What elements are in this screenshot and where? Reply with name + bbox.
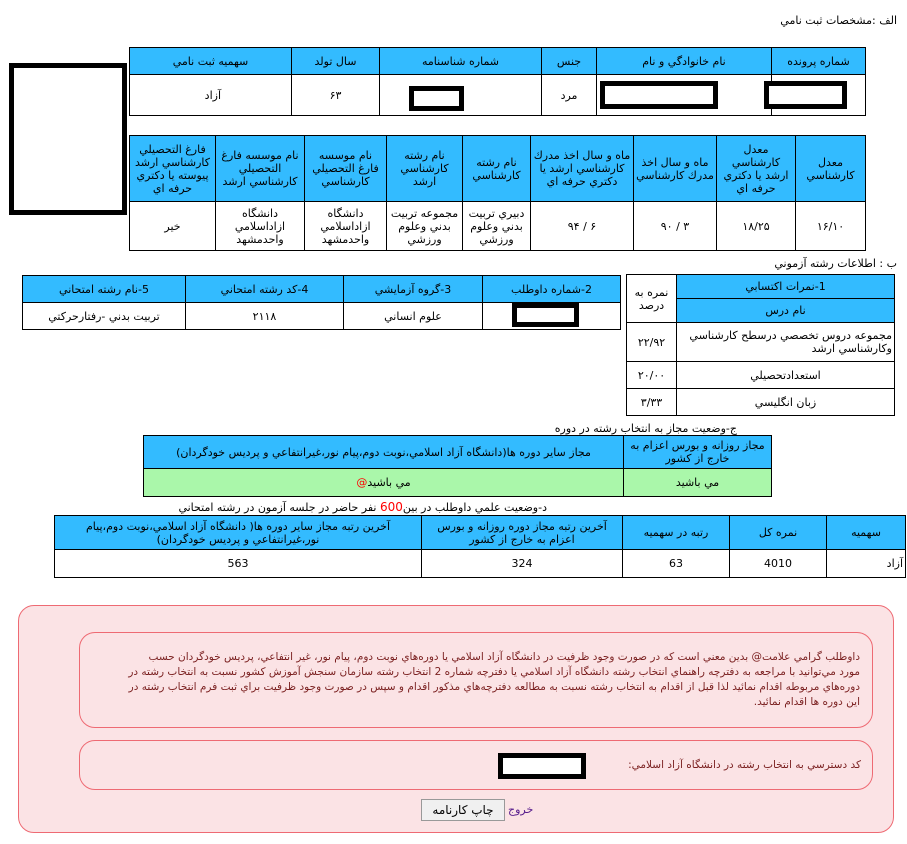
exit-link[interactable]: خروج bbox=[508, 803, 534, 816]
course-score-specialized: ۲۲/۹۲ bbox=[627, 323, 677, 362]
header-master-date: ماه و سال اخذ مدرك كارشناسي ارشد يا دكتري حرفه اي bbox=[531, 136, 634, 202]
value-gender: مرد bbox=[542, 75, 597, 116]
value-other-eligible-text: مي باشيد bbox=[367, 476, 411, 489]
header-continuous-master: فارغ التحصيلي كارشناسي ارشد پيوسته يا دكتري حرفه اي bbox=[130, 136, 216, 202]
course-score-aptitude: ۲۰/۰۰ bbox=[627, 362, 677, 389]
header-bachelor-date: ماه و سال اخذ مدرك كارشناسي bbox=[634, 136, 717, 202]
header-last-other-rank: آخرين رتبه مجاز ساير دوره ها( دانشگاه آزاد اسلامي،نوبت دوم،پيام نور،غيرانتفاعي و پرديس خودگردان) bbox=[55, 516, 422, 550]
value-last-daytime-rank: 324 bbox=[422, 550, 623, 578]
header-course-name: نام درس bbox=[677, 299, 895, 323]
participant-count: 600 bbox=[379, 500, 403, 514]
header-quota: سهميه ثبت نامي bbox=[130, 48, 292, 75]
header-bachelor-field: نام رشته كارشناسي bbox=[463, 136, 531, 202]
value-quota-rank: 63 bbox=[623, 550, 730, 578]
value-quota: آزاد bbox=[130, 75, 292, 116]
value-master-institute: دانشگاه ازاداسلامي واحدمشهد bbox=[216, 202, 305, 251]
header-field-code: 4-كد رشته امتحاني bbox=[186, 276, 344, 303]
value-last-other-rank: 563 bbox=[55, 550, 422, 578]
value-master-date: ۶ / ۹۴ bbox=[531, 202, 634, 251]
value-total-score: 4010 bbox=[730, 550, 827, 578]
redacted-id-number bbox=[409, 86, 464, 111]
header-other-eligible: مجاز ساير دوره ها(دانشگاه آزاد اسلامي،نوبت دوم،پيام نور،غيرانتفاعي و پرديس خودگردان) bbox=[144, 436, 624, 469]
header-exam-group: 3-گروه آزمايشي bbox=[344, 276, 483, 303]
header-daytime-eligible: مجاز روزانه و بورس اعزام به خارج از كشور bbox=[624, 436, 772, 469]
section-d-title bbox=[178, 500, 547, 514]
redacted-candidate-number bbox=[512, 303, 579, 327]
access-code-input[interactable] bbox=[498, 753, 586, 779]
photo-frame bbox=[9, 63, 127, 215]
header-master-field: نام رشته كارشناسي ارشد bbox=[387, 136, 463, 202]
header-field-name: 5-نام رشته امتحاني bbox=[23, 276, 186, 303]
value-master-gpa: ۱۸/۲۵ bbox=[717, 202, 796, 251]
course-score-english: ۳/۳۳ bbox=[627, 389, 677, 416]
header-bachelor-institute: نام موسسه فارغ التحصيلي كارشناسي bbox=[305, 136, 387, 202]
access-code-label: كد دسترسي به انتخاب رشته در دانشگاه آزاد اسلامي: bbox=[628, 759, 861, 771]
header-gender: جنس bbox=[542, 48, 597, 75]
header-score-percent: نمره به درصد bbox=[627, 275, 677, 323]
value-other-eligible bbox=[144, 469, 624, 497]
value-continuous-master: خير bbox=[130, 202, 216, 251]
header-master-gpa: معدل كارشناسي ارشد يا دكتري حرفه اي bbox=[717, 136, 796, 202]
value-bachelor-institute: دانشگاه ازاداسلامي واحدمشهد bbox=[305, 202, 387, 251]
scores-table bbox=[626, 274, 895, 416]
section-c-title: ج-وضعيت مجاز به انتخاب رشته در دوره bbox=[554, 422, 737, 435]
value-field-code: ۲۱۱۸ bbox=[186, 303, 344, 330]
redacted-full-name bbox=[600, 81, 718, 109]
print-report-button[interactable]: چاپ كارنامه bbox=[421, 799, 505, 821]
education-info-table bbox=[129, 135, 866, 251]
header-total-score: نمره كل bbox=[730, 516, 827, 550]
value-rank-quota: آزاد bbox=[827, 550, 906, 578]
value-birth-year: ۶۳ bbox=[292, 75, 380, 116]
header-rank-quota: سهميه bbox=[827, 516, 906, 550]
value-bachelor-gpa: ۱۶/۱۰ bbox=[796, 202, 866, 251]
registration-info-table bbox=[129, 47, 866, 116]
notice-message: داوطلب گرامي علامت@ بدين معني است كه در صورت وجود ظرفيت در دانشگاه آزاد اسلامي يا دوره‌هاي نوبت دوم، پيام نور، غير انتفاعي، پرديس خودگردان حسب مورد مي‌توانيد با مراجعه به دفترچه راهنماي انتخاب رشته دانشگاه آزاد اسلامي يا دفترچه شماره 2 انتخاب رشته سازمان سنجش آموزش كشور نسبت به انتخاب رشته در دوره‌هاي مربوطه اقدام نمائيد لذا قبل از اقدام به انتخاب رشته نسبت به مطالعه دفترچه‌هاي مذكور اقدام و سپس در صورت وجود ظرفيت براي ثبت فرم انتخاب رشته در اين دوره ها اقدام نمائيد. bbox=[128, 651, 860, 708]
header-scores: 1-نمرات اكتسابي bbox=[677, 275, 895, 299]
value-bachelor-field: دبيري تربيت بدني وعلوم ورزشي bbox=[463, 202, 531, 251]
section-d-prefix: د-وضعيت علمي داوطلب در بين bbox=[402, 501, 547, 514]
section-b-title: ب : اطلاعات رشته آزموني bbox=[774, 257, 897, 270]
value-bachelor-date: ۳ / ۹۰ bbox=[634, 202, 717, 251]
header-birth-year: سال تولد bbox=[292, 48, 380, 75]
section-a-title: الف :مشخصات ثبت نامي bbox=[780, 14, 897, 27]
value-daytime-eligible: مي باشيد bbox=[624, 469, 772, 497]
course-name-english: زبان انگليسي bbox=[677, 389, 895, 416]
header-bachelor-gpa: معدل كارشناسي bbox=[796, 136, 866, 202]
header-quota-rank: رتبه در سهميه bbox=[623, 516, 730, 550]
value-exam-group: علوم انساني bbox=[344, 303, 483, 330]
value-master-field: مجموعه تربيت بدني وعلوم ورزشي bbox=[387, 202, 463, 251]
header-full-name: نام خانوادگي و نام bbox=[597, 48, 772, 75]
section-d-suffix: نفر حاضر در جلسه آزمون در رشته امتحاني bbox=[178, 501, 377, 514]
header-id-number: شماره شناسنامه bbox=[380, 48, 542, 75]
course-name-aptitude: استعدادتحصيلي bbox=[677, 362, 895, 389]
value-field-name: تربيت بدني -رفتارحركتي bbox=[23, 303, 186, 330]
redacted-file-number bbox=[764, 81, 847, 109]
eligibility-table bbox=[143, 435, 772, 497]
header-master-institute: نام موسسه فارغ التحصيلي كارشناسي ارشد bbox=[216, 136, 305, 202]
at-marker: @ bbox=[356, 476, 368, 489]
rank-table bbox=[54, 515, 906, 578]
header-file-number: شماره پرونده bbox=[772, 48, 866, 75]
header-candidate-number: 2-شماره داوطلب bbox=[483, 276, 621, 303]
course-name-specialized: مجموعه دروس تخصصي درسطح كارشناسي وكارشناسي ارشد bbox=[677, 323, 895, 362]
header-last-daytime-rank: آخرين رتبه مجاز دوره روزانه و بورس اعزام به خارج از كشور bbox=[422, 516, 623, 550]
